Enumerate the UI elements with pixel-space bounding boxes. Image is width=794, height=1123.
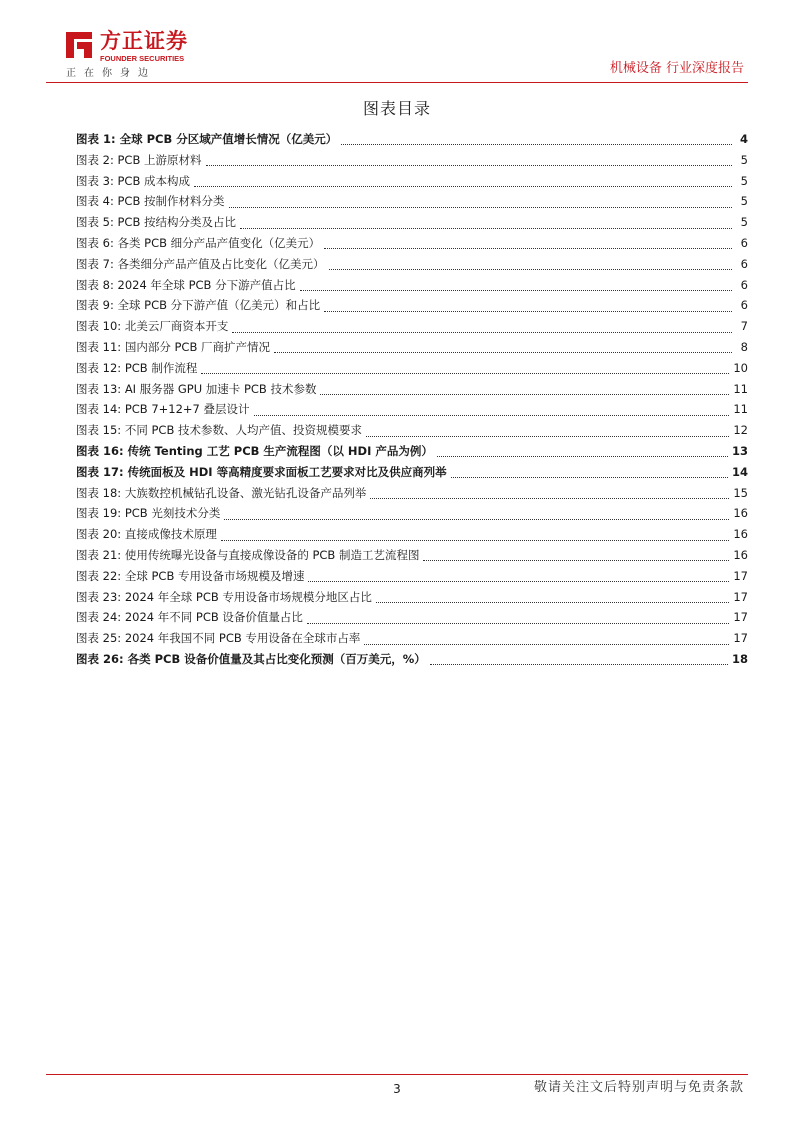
toc-leader-dots: [206, 154, 732, 166]
toc-entry[interactable]: [76, 275, 748, 296]
toc-entry-label: 图表 26: 各类 PCB 设备价值量及其占比变化预测（百万美元，%）: [76, 651, 426, 666]
toc-entry-label: 图表 7: 各类细分产品产值及占比变化（亿美元）: [76, 256, 325, 271]
toc-title: 图表目录: [362, 99, 431, 118]
toc-entry-page: 6: [740, 277, 748, 292]
toc-entry[interactable]: [76, 566, 748, 587]
toc-entry[interactable]: [76, 628, 748, 649]
toc-leader-dots: [437, 445, 728, 457]
toc-entry-page: 17: [733, 589, 748, 604]
company-logo: [62, 26, 202, 80]
toc-entry[interactable]: [76, 337, 748, 358]
toc-entry-label: 图表 2: PCB 上游原材料: [76, 152, 202, 167]
toc-entry-page: 14: [731, 464, 748, 479]
toc-entry[interactable]: [76, 462, 748, 483]
founder-logo-icon: [62, 28, 96, 62]
toc-leader-dots: [221, 529, 730, 541]
toc-entry[interactable]: [76, 316, 748, 337]
toc-leader-dots: [232, 321, 732, 333]
toc-entry[interactable]: [76, 233, 748, 254]
toc-entry[interactable]: [76, 441, 748, 462]
toc-entry-label: 图表 5: PCB 按结构分类及占比: [76, 215, 237, 230]
toc-entry-page: 16: [733, 506, 748, 521]
toc-entry-label: 图表 1: 全球 PCB 分区域产值增长情况（亿美元）: [76, 132, 338, 146]
toc-entry-page: 18: [731, 651, 748, 666]
toc-entry[interactable]: [76, 150, 748, 171]
toc-entry[interactable]: [76, 545, 748, 566]
toc-entry-page: 12: [733, 423, 748, 438]
report-category: 机械设备 行业深度报告: [609, 61, 744, 76]
toc-entry[interactable]: [76, 212, 748, 233]
toc-leader-dots: [364, 633, 729, 645]
toc-entry-page: 5: [740, 194, 748, 209]
toc-entry-label: 图表 16: 传统 Tenting 工艺 PCB 生产流程图（以 HDI 产品为例）: [76, 443, 433, 458]
toc-entry-label: 图表 22: 全球 PCB 专用设备市场规模及增速: [76, 568, 305, 583]
toc-entry-page: 11: [733, 402, 748, 417]
toc-leader-dots: [240, 217, 732, 229]
toc-leader-dots: [366, 425, 729, 437]
toc-entry-label: 图表 20: 直接成像技术原理: [76, 527, 217, 542]
toc-entry[interactable]: [76, 254, 748, 275]
toc-entry-label: 图表 24: 2024 年不同 PCB 设备价值量占比: [76, 610, 303, 625]
page-number: 3: [393, 1082, 401, 1096]
toc-leader-dots: [320, 383, 729, 395]
toc-entry[interactable]: [76, 483, 748, 504]
toc-entry-page: 8: [740, 339, 748, 354]
page-header: [0, 0, 794, 90]
toc-entry[interactable]: [76, 524, 748, 545]
toc-entry[interactable]: [76, 129, 748, 150]
toc-entry[interactable]: [76, 649, 748, 670]
footer-divider: [46, 1074, 748, 1075]
toc-entry[interactable]: [76, 399, 748, 420]
toc-leader-dots: [376, 591, 729, 603]
toc-entry-page: 6: [740, 235, 748, 250]
toc-entry-label: 图表 14: PCB 7+12+7 叠层设计: [76, 402, 250, 417]
toc-entry[interactable]: [76, 379, 748, 400]
toc-entry-page: 13: [731, 443, 748, 458]
toc-leader-dots: [307, 612, 729, 624]
toc-leader-dots: [423, 549, 729, 561]
toc-leader-dots: [274, 341, 732, 353]
toc-entry-label: 图表 9: 全球 PCB 分下游产值（亿美元）和占比: [76, 298, 321, 313]
toc-entry-label: 图表 10: 北美云厂商资本开支: [76, 319, 229, 334]
toc-entry[interactable]: [76, 171, 748, 192]
toc-leader-dots: [341, 133, 732, 145]
toc-entry[interactable]: [76, 358, 748, 379]
toc-entry-page: 5: [740, 215, 748, 230]
toc-leader-dots: [430, 653, 728, 665]
toc-entry-label: 图表 6: 各类 PCB 细分产品产值变化（亿美元）: [76, 235, 321, 250]
toc-entry-label: 图表 15: 不同 PCB 技术参数、人均产值、投资规模要求: [76, 423, 362, 438]
toc-entry[interactable]: [76, 295, 748, 316]
toc-entry-label: 图表 19: PCB 光刻技术分类: [76, 506, 221, 521]
toc-leader-dots: [229, 196, 732, 208]
toc-leader-dots: [224, 508, 729, 520]
toc-leader-dots: [324, 237, 732, 249]
toc-leader-dots: [308, 570, 729, 582]
toc-entry-label: 图表 11: 国内部分 PCB 厂商扩产情况: [76, 339, 270, 354]
toc-entry-page: 6: [740, 298, 748, 313]
toc-entry-page: 16: [733, 547, 748, 562]
toc-entry-page: 17: [733, 631, 748, 646]
company-slogan: 正在你身边: [66, 68, 156, 79]
toc-entry-page: 5: [740, 173, 748, 188]
toc-entry[interactable]: [76, 503, 748, 524]
toc-entry[interactable]: [76, 191, 748, 212]
toc-leader-dots: [194, 175, 732, 187]
toc-leader-dots: [324, 300, 732, 312]
toc-leader-dots: [370, 487, 729, 499]
toc-entry-label: 图表 13: AI 服务器 GPU 加速卡 PCB 技术参数: [76, 381, 317, 396]
toc-entry-page: 15: [733, 485, 748, 500]
toc-list: [76, 129, 748, 670]
toc-entry-page: 17: [733, 568, 748, 583]
toc-entry-page: 4: [739, 132, 748, 146]
toc-leader-dots: [451, 466, 728, 478]
toc-entry-label: 图表 12: PCB 制作流程: [76, 360, 198, 375]
toc-entry-page: 6: [740, 256, 748, 271]
toc-leader-dots: [201, 362, 729, 374]
header-divider: [46, 82, 748, 83]
toc-entry-page: 7: [740, 319, 748, 334]
toc-leader-dots: [300, 279, 732, 291]
toc-entry-label: 图表 3: PCB 成本构成: [76, 173, 191, 188]
toc-entry[interactable]: [76, 420, 748, 441]
toc-entry-label: 图表 18: 大族数控机械钻孔设备、激光钻孔设备产品列举: [76, 485, 367, 500]
toc-entry-label: 图表 17: 传统面板及 HDI 等高精度要求面板工艺要求对比及供应商列举: [76, 464, 447, 479]
toc-entry-page: 17: [733, 610, 748, 625]
toc-entry-page: 11: [733, 381, 748, 396]
toc-leader-dots: [254, 404, 730, 416]
toc-entry-page: 5: [740, 152, 748, 167]
toc-entry-page: 10: [733, 360, 748, 375]
toc-entry-label: 图表 8: 2024 年全球 PCB 分下游产值占比: [76, 277, 296, 292]
toc-entry-label: 图表 25: 2024 年我国不同 PCB 专用设备在全球市占率: [76, 631, 361, 646]
toc-entry-label: 图表 23: 2024 年全球 PCB 专用设备市场规模分地区占比: [76, 589, 372, 604]
toc-entry-label: 图表 21: 使用传统曝光设备与直接成像设备的 PCB 制造工艺流程图: [76, 547, 420, 562]
toc-entry-label: 图表 4: PCB 按制作材料分类: [76, 194, 225, 209]
toc-entry[interactable]: [76, 587, 748, 608]
logo-english-name: FOUNDER SECURITIES: [100, 54, 185, 63]
toc-entry[interactable]: [76, 607, 748, 628]
toc-leader-dots: [329, 258, 733, 270]
toc-entry-page: 16: [733, 527, 748, 542]
logo-chinese-name: 方正证券: [100, 29, 188, 53]
footer-disclaimer[interactable]: 敬请关注文后特别声明与免责条款: [533, 1080, 744, 1095]
